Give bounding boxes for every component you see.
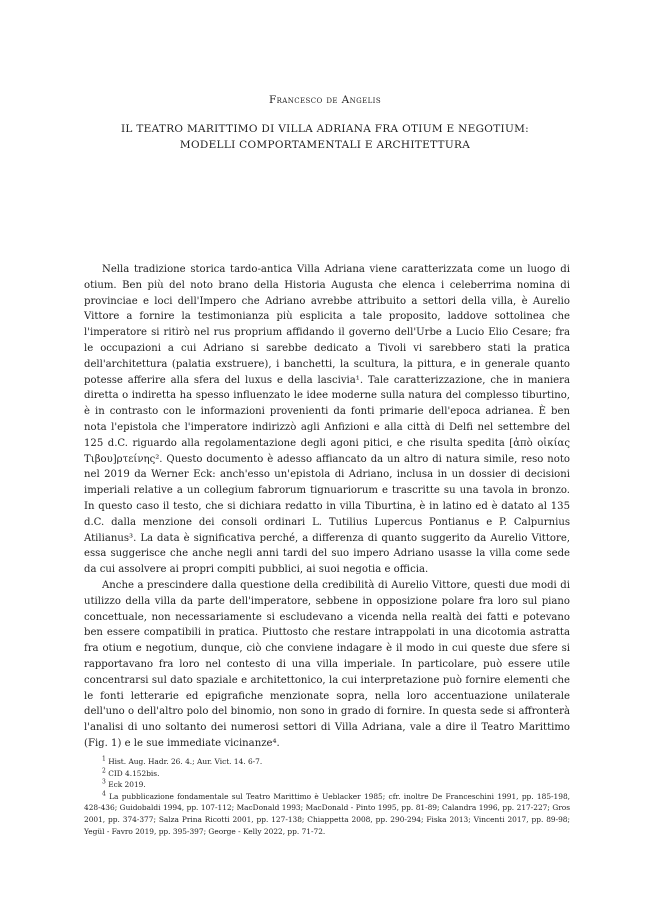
footnote-text: CID 4.152bis. [108,768,160,778]
body-paragraph-2: Anche a prescindere dalla questione della credibilità di Aurelio Vittore, questi due modi di utilizzo della villa da parte dell'imperatore, sebbene in opposizione polare fra loro sul piano concettuale, non necessariamente si escludevano a vicenda nella realtà dei fatti e potevano ben essere compatibili in pratica. Piuttosto che restare intrappolati in una dicotomia astratta fra otium e negotium, dunque, ciò che conviene indagare è il modo in cui queste due sfere si rapportavano fra loro nel contesto di una villa imperiale. In particolare, può essere utile concentrarsi sul dato spaziale e architettonico, la cui interpretazione può fornire elementi che le fonti letterarie ed epigrafiche menzionate sopra, nella loro accentuazione unilaterale dell'uno o dell'altro polo del binomio, non sono in grado di fornire. In questa sede si affronterà l'analisi di uno soltanto dei numerosi settori di Villa Adriana, vale a dire il Teatro Marittimo (Fig. 1) e le sue immediate vicinanze⁴. [84,579,570,749]
footnote-3 [84,779,570,791]
footnote-number: 4 [102,790,106,798]
footnote-number: 3 [102,778,106,786]
footnote-number: 2 [102,767,106,775]
footnote-text: Hist. Aug. Hadr. 26. 4.; Aur. Vict. 14. 6-7. [108,757,263,766]
footnote-4 [84,791,570,837]
footnote-2 [84,768,570,780]
author-name: Francesco de Angelis [268,94,382,106]
article-body [84,262,570,752]
footnote-text: Eck 2019. [108,780,146,790]
footnote-text: La pubblicazione fondamentale sul Teatro Marittimo è Ueblacker 1985; cfr. inoltre De Franceschini 1991, pp. 185-198, 428-436; Guidobaldi 1994, pp. 107-112; MacDonald 1993; MacDonald - Pinto 1995, pp. 81-89; Calandra 1996, pp. 217-227; Gros 2001, pp. 374-377; Salza Prina Ricotti 2001, pp. 127-138; Chiappetta 2008, pp. 290-294; Fiska 2013; Vincenti 2017, pp. 89-98; Yegül - Favro 2019, pp. 395-397; George - Kelly 2022, pp. 71-72. [84,791,570,836]
footnote-1 [84,756,570,768]
body-paragraph-1: Nella tradizione storica tardo-antica Villa Adriana viene caratterizzata come un luogo di otium. Ben più del noto brano della Historia Augusta che elenca i celeberrima nomina di provinciae e loci dell'Impero che Adriano avrebbe attribuito a settori della villa, è Aurelio Vittore a fornire la testimonianza più esplicita a tale proposito, laddove sottolinea che l'imperatore si ritirò nel rus proprium affidando il governo dell'Urbe a Lucio Elio Cesare; fra le occupazioni a cui Adriano si sarebbe dedicato a Tivoli vi sarebbero stati la pratica dell'architettura (palatia exstruere), i banchetti, la scultura, la pittura, e in generale quanto potesse afferire alla sfera del luxus e della lascivia¹. Tale caratterizzazione, che in maniera diretta o indiretta ha spesso influenzato le idee moderne sulla natura del complesso tiburtino, è in contrasto con le informazioni provenienti da fonti primarie dell'epoca adrianea. È ben nota l'epistola che l'imperatore indirizzò agli Anfizioni e alla città di Delfi nel settembre del 125 d.C. riguardo alla regolamentazione degli agoni pitici, e che risulta spedita [ἀπὸ οἰκίας Τιβου]ρτείνης². Questo documento è adesso affiancato da un altro di natura simile, reso noto nel 2019 da Werner Eck: anch'esso un'epistola di Adriano, inclusa in un dossier di decisioni imperiali relative a un collegium fabrorum tignuariorum e trascritte su una tavola in bronzo. In questo caso il testo, che si dichiara redatto in villa Tiburtina, è in latino ed è datato al 135 d.C. dalla menzione dei consoli ordinari L. Tutilius Lupercus Pontianus e P. Calpurnius Atilianus³. La data è significativa perché, a differenza di quanto suggerito da Aurelio Vittore, essa suggerisce che anche negli anni tardi del suo impero Adriano usasse la villa come sede da cui assolvere ai propri compiti pubblici, ai suoi negotia e officia. [84,264,570,576]
footnotes [84,756,570,837]
title-line-2: MODELLI COMPORTAMENTALI E ARCHITETTURA [179,139,471,151]
title-line-1: IL TEATRO MARITTIMO DI VILLA ADRIANA FRA OTIUM E NEGOTIUM: [120,123,530,135]
footnote-number: 1 [102,755,106,763]
article-title [60,121,590,153]
